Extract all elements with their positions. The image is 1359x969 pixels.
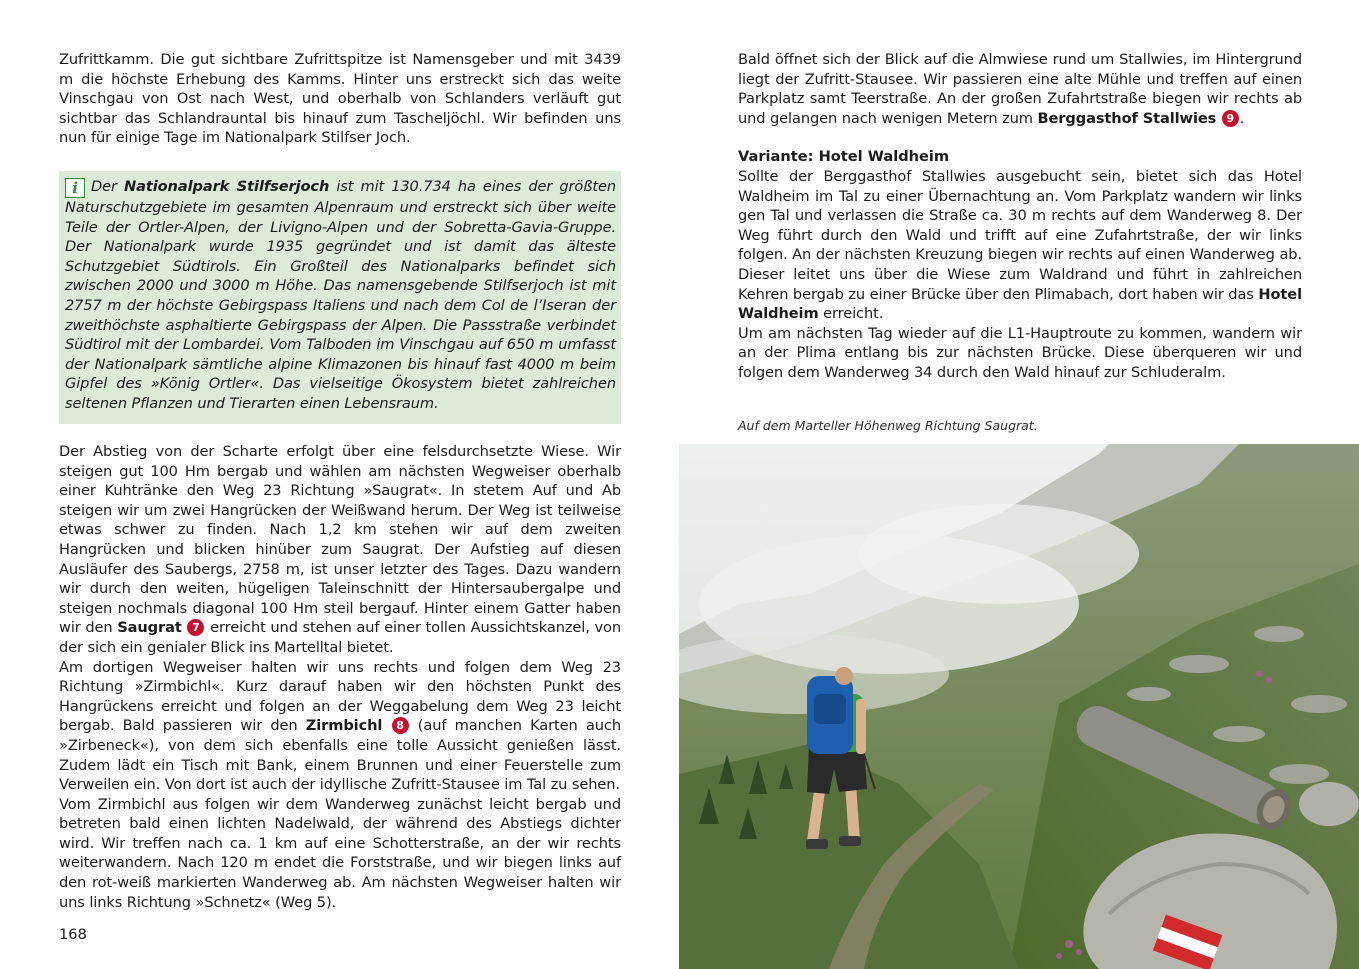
paragraph-variant [738,167,1302,324]
info-highlight: Nationalpark Stilfserjoch [123,178,330,195]
info-icon: i [65,178,85,198]
page-number: 168 [59,926,87,943]
paragraph-stallwies-text-b: . [1239,109,1245,127]
paragraph-variant-text-b: erreicht. [818,305,884,323]
hiker-photo [679,444,1359,969]
paragraph-zirmbichl [59,658,621,795]
paragraph-zirmbichl-text-a: Am dortigen Wegweiser halten wir uns rechts und folgen dem Weg 23 Richtung »Zirmbichl«. Kurz darauf haben wir den höchsten Punkt des Hangrückens erreicht und folgen an der Weggabelung dem Weg 23 leicht bergab. Bald passieren wir den [59,658,621,735]
paragraph-stallwies-text-a: Bald öffnet sich der Blick auf die Almwiese rund um Stallwies, im Hintergrund liegt der Zufritt-Stausee. Wir passieren eine alte Mühle und treffen auf einen Parkplatz samt Teerstraße. An der großen Zufahrtstraße biegen wir rechts ab und gelangen nach wenigen Metern zum [738,51,1302,127]
paragraph-descent-text-a: Der Abstieg von der Scharte erfolgt über eine felsdurchsetzte Wiese. Wir steigen gut 100 Hm bergab und wählen am nächsten Wegweiser oberhalb einer Kuhtränke den Weg 23 Richtung »Saugrat«. In stetem Auf und Ab steigen wir um zwei Hangrücken der Weißwand herum. Der Weg ist teilweise etwas schwer zu finden. Nach 1,2 km stehen wir auf dem zweiten Hangrücken und blicken hinüber zum Saugrat. Der Aufstieg auf diesen Ausläufer des Saubergs, 2758 m, ist unser letzter des Tages. Dazu wandern wir durch den weiten, hügeligen Taleinschnitt der Hintersaubergalpe und steigen nochmals diagonal 100 Hm steil bergauf. Hinter einem Gatter haben wir den [59,443,621,637]
paragraph-variant-text-a: Sollte der Berggasthof Stallwies ausgebucht sein, bietet sich das Hotel Waldheim im Tal zu einer Übernachtung an. Vom Parkplatz wandern wir links gen Tal und verlassen die Straße ca. 30 m rechts auf dem Wanderweg 8. Der Weg führt durch den Wald und trifft auf eine Zufahrtstraße, der wir links folgen. An der nächsten Kreuzung biegen wir rechts auf einen Wanderweg ab. Dieser leitet uns über die Wiese zum Waldrand und führt in zahlreichen Kehren bergab zu einer Brücke über den Plimabach, dort haben wir das [738,167,1302,303]
waypoint-badge-8: 8 [392,717,409,734]
left-body [59,442,621,912]
place-saugrat: Saugrat [117,619,182,637]
info-body: ist mit 130.734 ha eines der größten Naturschutzgebiete im gesamten Alpenraum und erstreckt sich über weite Teile der Ortler-Alpen, der Livigno-Alpen und der Sobretta-Gavia-Gruppe. Der Nationalpark wurde 1935 gegründet und ist damit das älteste Schutzgebiet Südtirols. Ein Großteil des Nationalparks befindet sich zwischen 2000 und 3000 m Höhe. Das namensgebende Stilfserjoch ist mit 2757 m der höchste Gebirgspass Italiens und nach dem Col de l’Iseran der zweithöchste asphaltierte Gebirgspass der Alpen. Die Passstraße verbindet Südtirol mit der Lombardei. Vom Talboden im Vinschgau auf 650 m umfasst der Nationalpark sämtliche alpine Klimazonen bis hinauf fast 4000 m beim Gipfel des »König Ortler«. Das vielseitige Ökosystem bietet zahlreichen seltenen Pflanzen und Tierarten einen Lebensraum. [65,178,616,412]
paragraph-zirmbichl-text-b: (auf manchen Karten auch »Zirbeneck«), von dem sich ebenfalls eine tolle Aussicht genießen lässt. Zudem lädt ein Tisch mit Bank, einem Brunnen und einer Feuerstelle zum Verweilen ein. Von dort ist auch der idyllische Zufritt-Stausee im Tal zu sehen. [59,717,621,794]
paragraph-return: Um am nächsten Tag wieder auf die L1-Hauptroute zu kommen, wandern wir an der Plima entlang bis zur nächsten Brücke. Diese überqueren wir und folgen dem Wanderweg 34 durch den Wald hinauf zur Schluderalm. [738,324,1302,381]
variant-heading: Variante: Hotel Waldheim [738,148,950,166]
paragraph-stallwies [738,50,1302,128]
paragraph-forest: Vom Zirmbichl aus folgen wir dem Wanderweg zunächst leicht bergab und betreten bald einen lichten Nadelwald, der während des Abstiegs dichter wird. Wir treffen nach ca. 1 km auf eine Schotterstraße, an der wir rechts weiterwandern. Nach 120 m endet die Forststraße, und wir biegen links auf den rot-weiß markierten Wanderweg ab. Am nächsten Wegweiser halten wir uns links Richtung »Schnetz« (Weg 5). [59,795,621,911]
right-column [738,50,1302,383]
place-zirmbichl: Zirmbichl [305,717,383,735]
left-column [59,50,621,148]
paragraph-descent-text-b: erreicht und stehen auf einer tollen Aussichtskanzel, von der sich ein genialer Blick ins Martelltal bietet. [59,619,621,656]
place-berggasthof-stallwies: Berggasthof Stallwies [1037,109,1217,127]
info-box-text [65,177,616,414]
place-hotel-waldheim: Hotel Waldheim [738,285,1302,323]
waypoint-badge-7: 7 [187,619,204,636]
paragraph-descent [59,442,621,658]
photo-caption: Auf dem Marteller Höhenweg Richtung Saugrat. [738,418,1038,433]
waypoint-badge-9: 9 [1222,110,1239,127]
intro-paragraph: Zufrittkamm. Die gut sichtbare Zufrittspitze ist Namensgeber und mit 3439 m die höchste Erhebung des Kamms. Hinter uns erstreckt sich das weite Vinschgau von Ost nach West, und oberhalb von Schlanders verläuft gut sichtbar das Schlandrauntal bis hinauf zum Tascheljöchl. Wir befinden uns nun für einige Tage im Nationalpark Stilfser Joch. [59,51,621,147]
info-box-nationalpark [59,171,621,424]
info-prefix: Der [91,178,124,195]
